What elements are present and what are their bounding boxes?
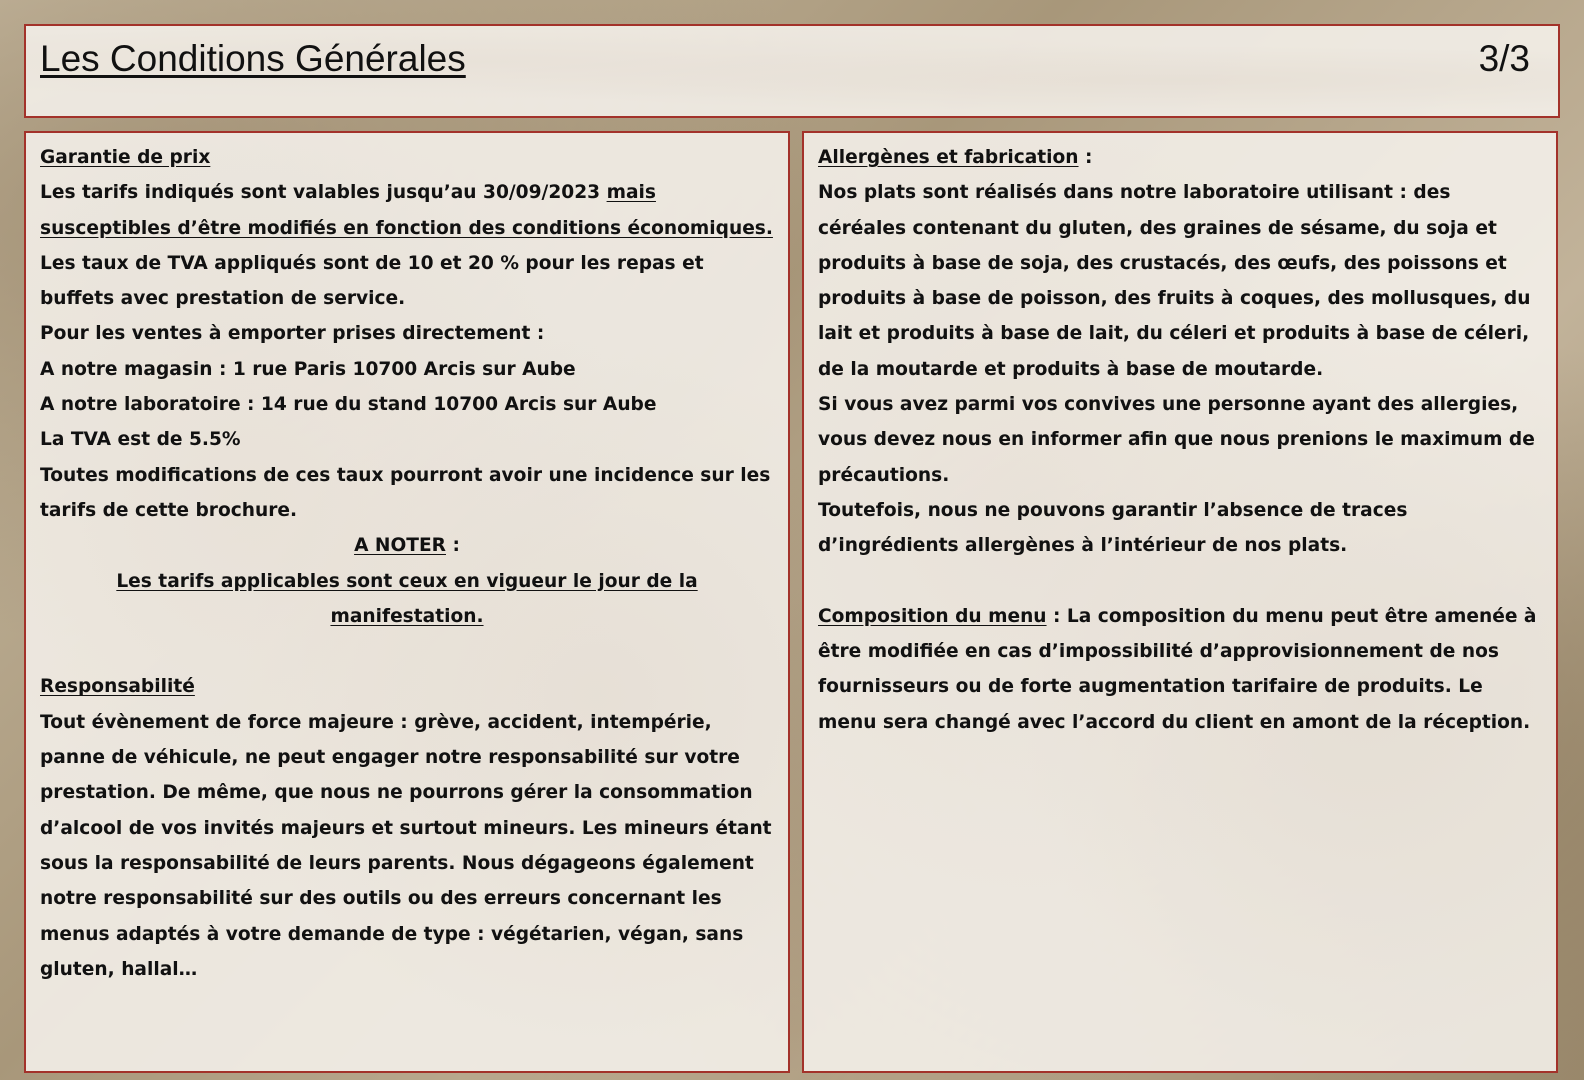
spacer [40, 634, 774, 669]
rate-change-text: Toutes modifications de ces taux pourront avoir une incidence sur les tarifs de cette brochure. [40, 464, 771, 521]
takeaway-vat-text: La TVA est de 5.5% [40, 429, 241, 451]
traces-text: Toutefois, nous ne pouvons garantir l’absence de traces d’ingrédients allergènes à l’intérieur de nos plats. [818, 499, 1408, 557]
lab-address-text: A notre laboratoire : 14 rue du stand 10700 Arcis sur Aube [40, 394, 657, 416]
note-heading [40, 528, 774, 563]
left-column-panel [24, 131, 790, 1073]
left-column-content [26, 133, 788, 987]
vat-rates-text: Les taux de TVA appliqués sont de 10 et 20 % pour les repas et buffets avec prestation de service. [40, 252, 704, 310]
note-colon: : [446, 535, 460, 557]
menu-composition-text: : La composition du menu peut être amenée à être modifiée en cas d’impossibilité d’approvisionnement de nos fournisseurs ou de forte augmentation tarifaire de produits. Le menu sera changé avec l’accord du client en amont de la réception. [818, 605, 1537, 733]
price-guarantee-heading: Garantie de prix [40, 147, 211, 168]
right-column-content [804, 133, 1556, 740]
allergy-info-text: Si vous avez parmi vos convives une personne ayant des allergies, vous devez nous en informer afin que nous prenions le maximum de précautions. [818, 394, 1535, 486]
price-validity-text: Les tarifs indiqués sont valables jusqu’au 30/09/2023 [40, 182, 607, 204]
note-text: Les tarifs applicables sont ceux en vigueur le jour de la manifestation. [116, 570, 698, 627]
responsibility-text: Tout évènement de force majeure : grève, accident, intempérie, panne de véhicule, ne peut engager notre responsabilité sur votre prestation. De même, que nous ne pourrons gérer la consommation d’alcool de vos invités majeurs et surtout mineurs. Les mineurs étant sous la responsabilité de leurs parents. Nous dégageons également notre responsabilité sur des outils ou des erreurs concernant les menus adaptés à votre demande de type : végétarien, végan, sans gluten, hallal… [40, 711, 772, 980]
note-label: A NOTER [354, 535, 446, 557]
right-column-panel [802, 131, 1558, 1073]
allergens-text: Nos plats sont réalisés dans notre laboratoire utilisant : des céréales contenant du gluten, des graines de sésame, du soja et produits à base de soja, des crustacés, des œufs, des poissons et produits à base de poisson, des fruits à coques, des mollusques, du lait et produits à base de lait, du céleri et produits à base de céleri, de la moutarde et produits à base de moutarde. [818, 182, 1531, 380]
header-panel [24, 24, 1560, 118]
price-validity-paragraph [40, 175, 774, 246]
menu-composition-paragraph [818, 599, 1542, 740]
page-number: 3/3 [1478, 38, 1530, 79]
price-validity-underlined: mais susceptibles d’être modifiés en fonction des conditions économiques. [40, 182, 773, 239]
takeaway-intro-text: Pour les ventes à emporter prises directement : [40, 323, 545, 345]
note-paragraph [40, 564, 774, 635]
allergens-heading-colon: : [1078, 147, 1093, 168]
page-title: Les Conditions Générales [40, 38, 466, 79]
allergens-heading-line [818, 140, 1542, 175]
shop-address-text: A notre magasin : 1 rue Paris 10700 Arcis sur Aube [40, 358, 576, 380]
menu-composition-heading: Composition du menu [818, 605, 1047, 627]
responsibility-heading: Responsabilité [40, 676, 195, 698]
spacer [818, 564, 1542, 599]
allergens-heading: Allergènes et fabrication [818, 147, 1079, 168]
